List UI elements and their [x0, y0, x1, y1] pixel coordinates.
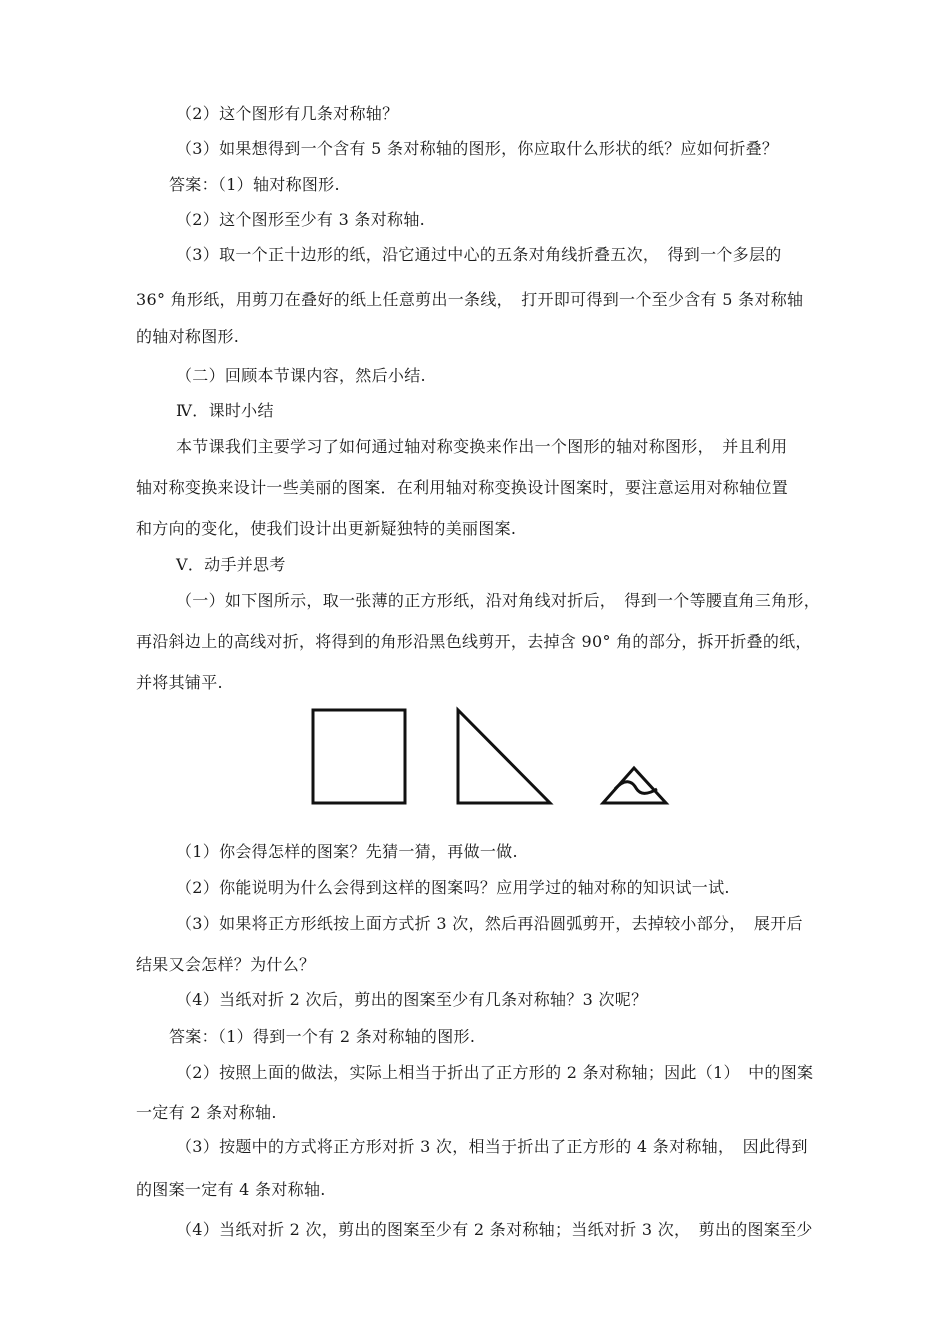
text-line: 并将其铺平.	[136, 673, 223, 692]
text-line: （4）当纸对折 2 次，剪出的图案至少有 2 条对称轴；当纸对折 3 次， 剪出的图案至少	[176, 1220, 813, 1239]
text-line: 答案：（1）得到一个有 2 条对称轴的图形.	[169, 1027, 476, 1046]
text-line: （一）如下图所示，取一张薄的正方形纸，沿对角线对折后， 得到一个等腰直角三角形，	[176, 591, 821, 610]
text-line: 36° 角形纸，用剪刀在叠好的纸上任意剪出一条线， 打开即可得到一个至少含有 5 条对称轴	[136, 290, 804, 309]
text-line: 的图案一定有 4 条对称轴.	[136, 1180, 326, 1199]
text-line: 轴对称变换来设计一些美丽的图案．在利用轴对称变换设计图案时，要注意运用对称轴位置	[136, 478, 789, 497]
text-line: 再沿斜边上的高线对折，将得到的角形沿黑色线剪开，去掉含 90° 角的部分，拆开折叠的纸，	[136, 632, 812, 651]
text-line: 和方向的变化，使我们设计出更新疑独特的美丽图案.	[136, 519, 517, 538]
folding-figure	[300, 700, 680, 820]
text-line: （3）如果想得到一个含有 5 条对称轴的图形，你应取什么形状的纸？应如何折叠？	[176, 139, 779, 158]
text-line: 本节课我们主要学习了如何通过轴对称变换来作出一个图形的轴对称图形， 并且利用	[176, 437, 788, 456]
text-line: 结果又会怎样？为什么？	[136, 955, 316, 974]
section-heading: Ⅴ．动手并思考	[176, 555, 286, 574]
text-line: （2）按照上面的做法，实际上相当于折出了正方形的 2 条对称轴；因此（1） 中的图案	[176, 1063, 814, 1082]
text-line: 的轴对称图形.	[136, 327, 240, 346]
square-paper-shape	[313, 710, 405, 803]
text-line: （2）你能说明为什么会得到这样的图案吗？应用学过的轴对称的知识试一试.	[176, 878, 730, 897]
right-triangle-shape	[458, 710, 550, 803]
text-line: （2）这个图形至少有 3 条对称轴.	[176, 210, 426, 229]
text-line: （1）你会得怎样的图案？先猜一猜，再做一做.	[176, 842, 518, 861]
text-line: （2）这个图形有几条对称轴？	[176, 104, 399, 123]
text-line: （3）按题中的方式将正方形对折 3 次，相当于折出了正方形的 4 条对称轴， 因此得到	[176, 1137, 808, 1156]
text-line: 一定有 2 条对称轴.	[136, 1103, 277, 1122]
text-line: （4）当纸对折 2 次后，剪出的图案至少有几条对称轴？3 次呢？	[176, 990, 648, 1009]
text-line: 答案：（1）轴对称图形.	[169, 175, 340, 194]
text-line: （3）取一个正十边形的纸，沿它通过中心的五条对角线折叠五次， 得到一个多层的	[176, 245, 782, 264]
text-line: （二）回顾本节课内容，然后小结.	[176, 366, 426, 385]
text-line: （3）如果将正方形纸按上面方式折 3 次，然后再沿圆弧剪开，去掉较小部分， 展开后	[176, 914, 803, 933]
section-heading: Ⅳ．课时小结	[176, 401, 274, 420]
